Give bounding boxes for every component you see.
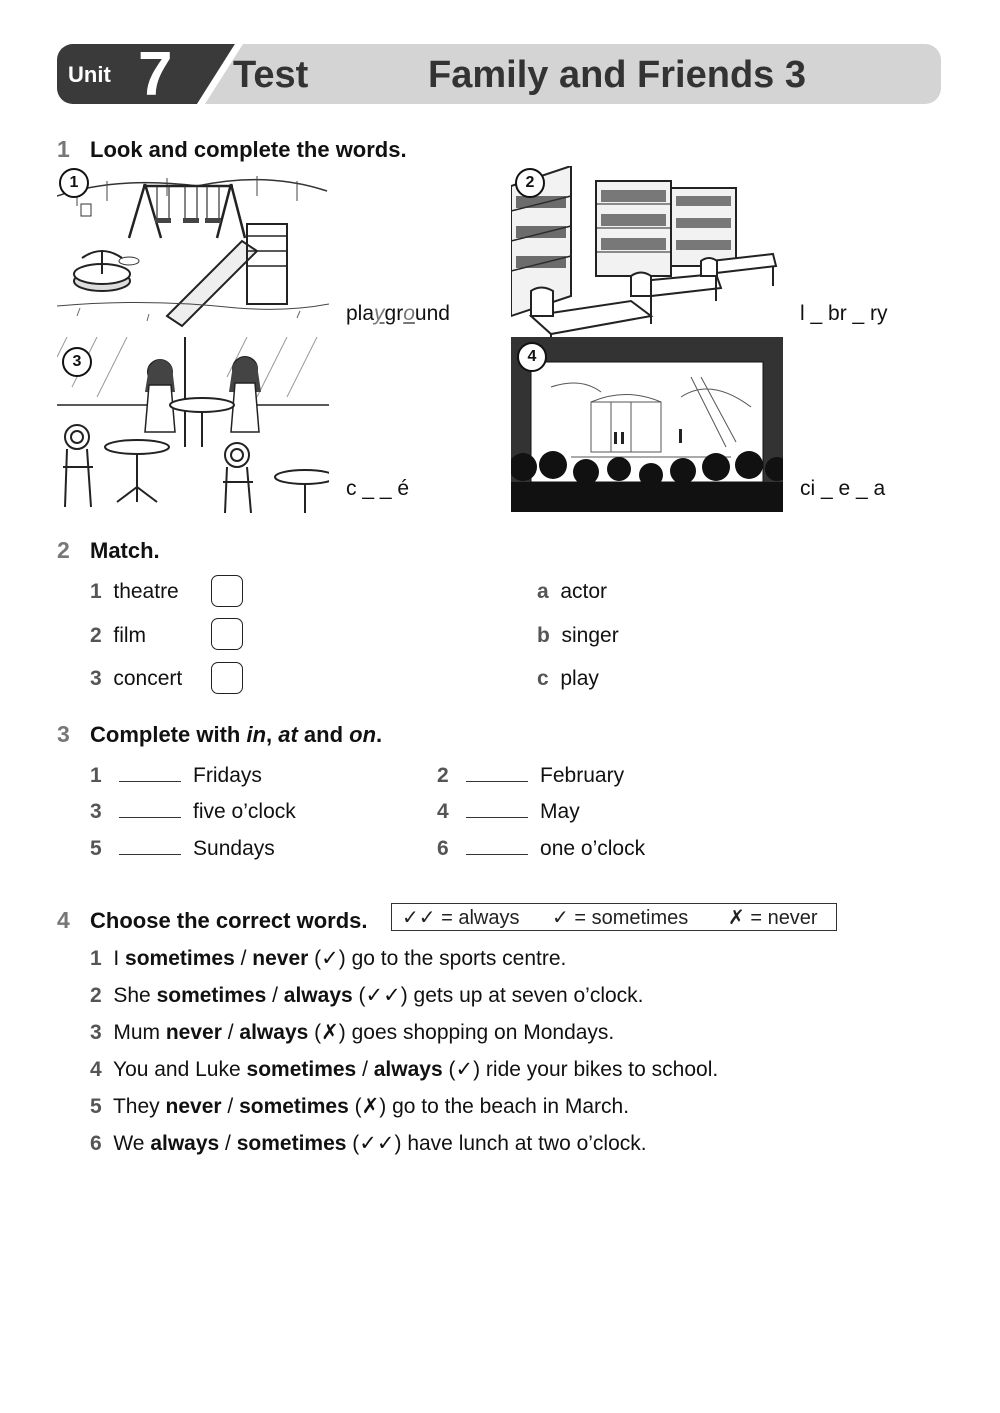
check-icon: ✓ [321,946,339,970]
option-word[interactable]: never [165,1021,222,1044]
answer-blank[interactable] [466,763,528,782]
key-always: ✓✓ = always [402,905,520,929]
option-word[interactable]: always [373,1058,443,1081]
frequency-sentence: 1 I sometimes / never (✓) go to the sports centre. [90,946,567,970]
answer-blank[interactable] [466,799,528,818]
picture-badge: 4 [517,342,547,372]
section-1-title: Look and complete the words. [90,137,407,162]
word-answer-1: playground [346,302,450,325]
picture-badge: 2 [515,168,545,198]
option-word[interactable]: always [239,1021,309,1044]
match-answer-box[interactable] [211,662,243,694]
preposition-item: 6 one o’clock [437,837,646,860]
cross-icon: ✗ [361,1094,380,1118]
frequency-sentence: 5 They never / sometimes (✗) go to the beach in March. [90,1094,630,1118]
section-3-title: Complete with in, at and on. [90,722,383,747]
word-puzzle-4: ci _ e _ a [800,477,886,500]
preposition-item: 5 Sundays [90,837,275,860]
double-check-icon: ✓✓ [359,1131,395,1155]
picture-badge: 3 [62,347,92,377]
double-check-icon: ✓✓ [365,983,401,1007]
word-puzzle-3: c _ _ é [346,477,410,500]
preposition-item: 1 Fridays [90,764,262,787]
check-icon: ✓ [455,1057,474,1081]
section-4-title: Choose the correct words. [90,908,368,933]
option-word[interactable]: never [252,947,309,970]
cross-icon: ✗ [728,905,745,929]
unit-number: 7 [138,40,173,109]
section-2-number: 2 [57,537,70,563]
check-icon: ✓ [552,905,569,929]
match-answer-box[interactable] [211,575,243,607]
match-right-item: b singer [537,624,619,647]
cinema-illustration [511,337,783,512]
option-word[interactable]: sometimes [156,984,267,1007]
option-word[interactable]: always [283,984,353,1007]
preposition-item: 2 February [437,764,625,787]
option-word[interactable]: never [165,1095,222,1118]
frequency-sentence: 2 She sometimes / always (✓✓) gets up at seven o’clock. [90,983,644,1007]
match-left-item: 2 film [90,624,147,647]
match-right-item: a actor [537,580,608,603]
preposition-item: 4 May [437,800,580,823]
section-4-number: 4 [57,907,70,933]
match-right-item: c play [537,667,599,690]
preposition-item: 3 five o’clock [90,800,296,823]
option-word[interactable]: sometimes [125,947,235,970]
playground-illustration [57,166,329,330]
section-3-number: 3 [57,721,70,747]
option-word[interactable]: sometimes [239,1095,349,1118]
cafe-illustration [57,337,329,513]
answer-blank[interactable] [119,836,181,855]
key-sometimes: ✓ = sometimes [552,905,689,929]
test-label: Test [233,54,309,96]
cross-icon: ✗ [321,1020,339,1044]
option-word[interactable]: sometimes [246,1058,357,1081]
option-word[interactable]: sometimes [236,1132,347,1155]
double-check-icon: ✓✓ [402,905,436,929]
section-2-title: Match. [90,538,160,563]
word-puzzle-2: l _ br _ ry [800,302,888,325]
match-answer-box[interactable] [211,618,243,650]
option-word[interactable]: always [150,1132,220,1155]
section-1-number: 1 [57,136,70,162]
answer-blank[interactable] [119,763,181,782]
answer-blank[interactable] [466,836,528,855]
answer-blank[interactable] [119,799,181,818]
unit-label: Unit [68,62,111,87]
frequency-sentence: 6 We always / sometimes (✓✓) have lunch at two o’clock. [90,1131,647,1155]
match-left-item: 1 theatre [90,580,179,603]
library-illustration [511,166,783,338]
match-left-item: 3 concert [90,667,183,690]
key-never: ✗ = never [728,905,818,929]
frequency-sentence: 4 You and Luke sometimes / always (✓) ride your bikes to school. [90,1057,719,1081]
frequency-sentence: 3 Mum never / always (✗) goes shopping on Mondays. [90,1020,615,1044]
picture-badge: 1 [59,168,89,198]
book-title: Family and Friends 3 [428,54,806,96]
